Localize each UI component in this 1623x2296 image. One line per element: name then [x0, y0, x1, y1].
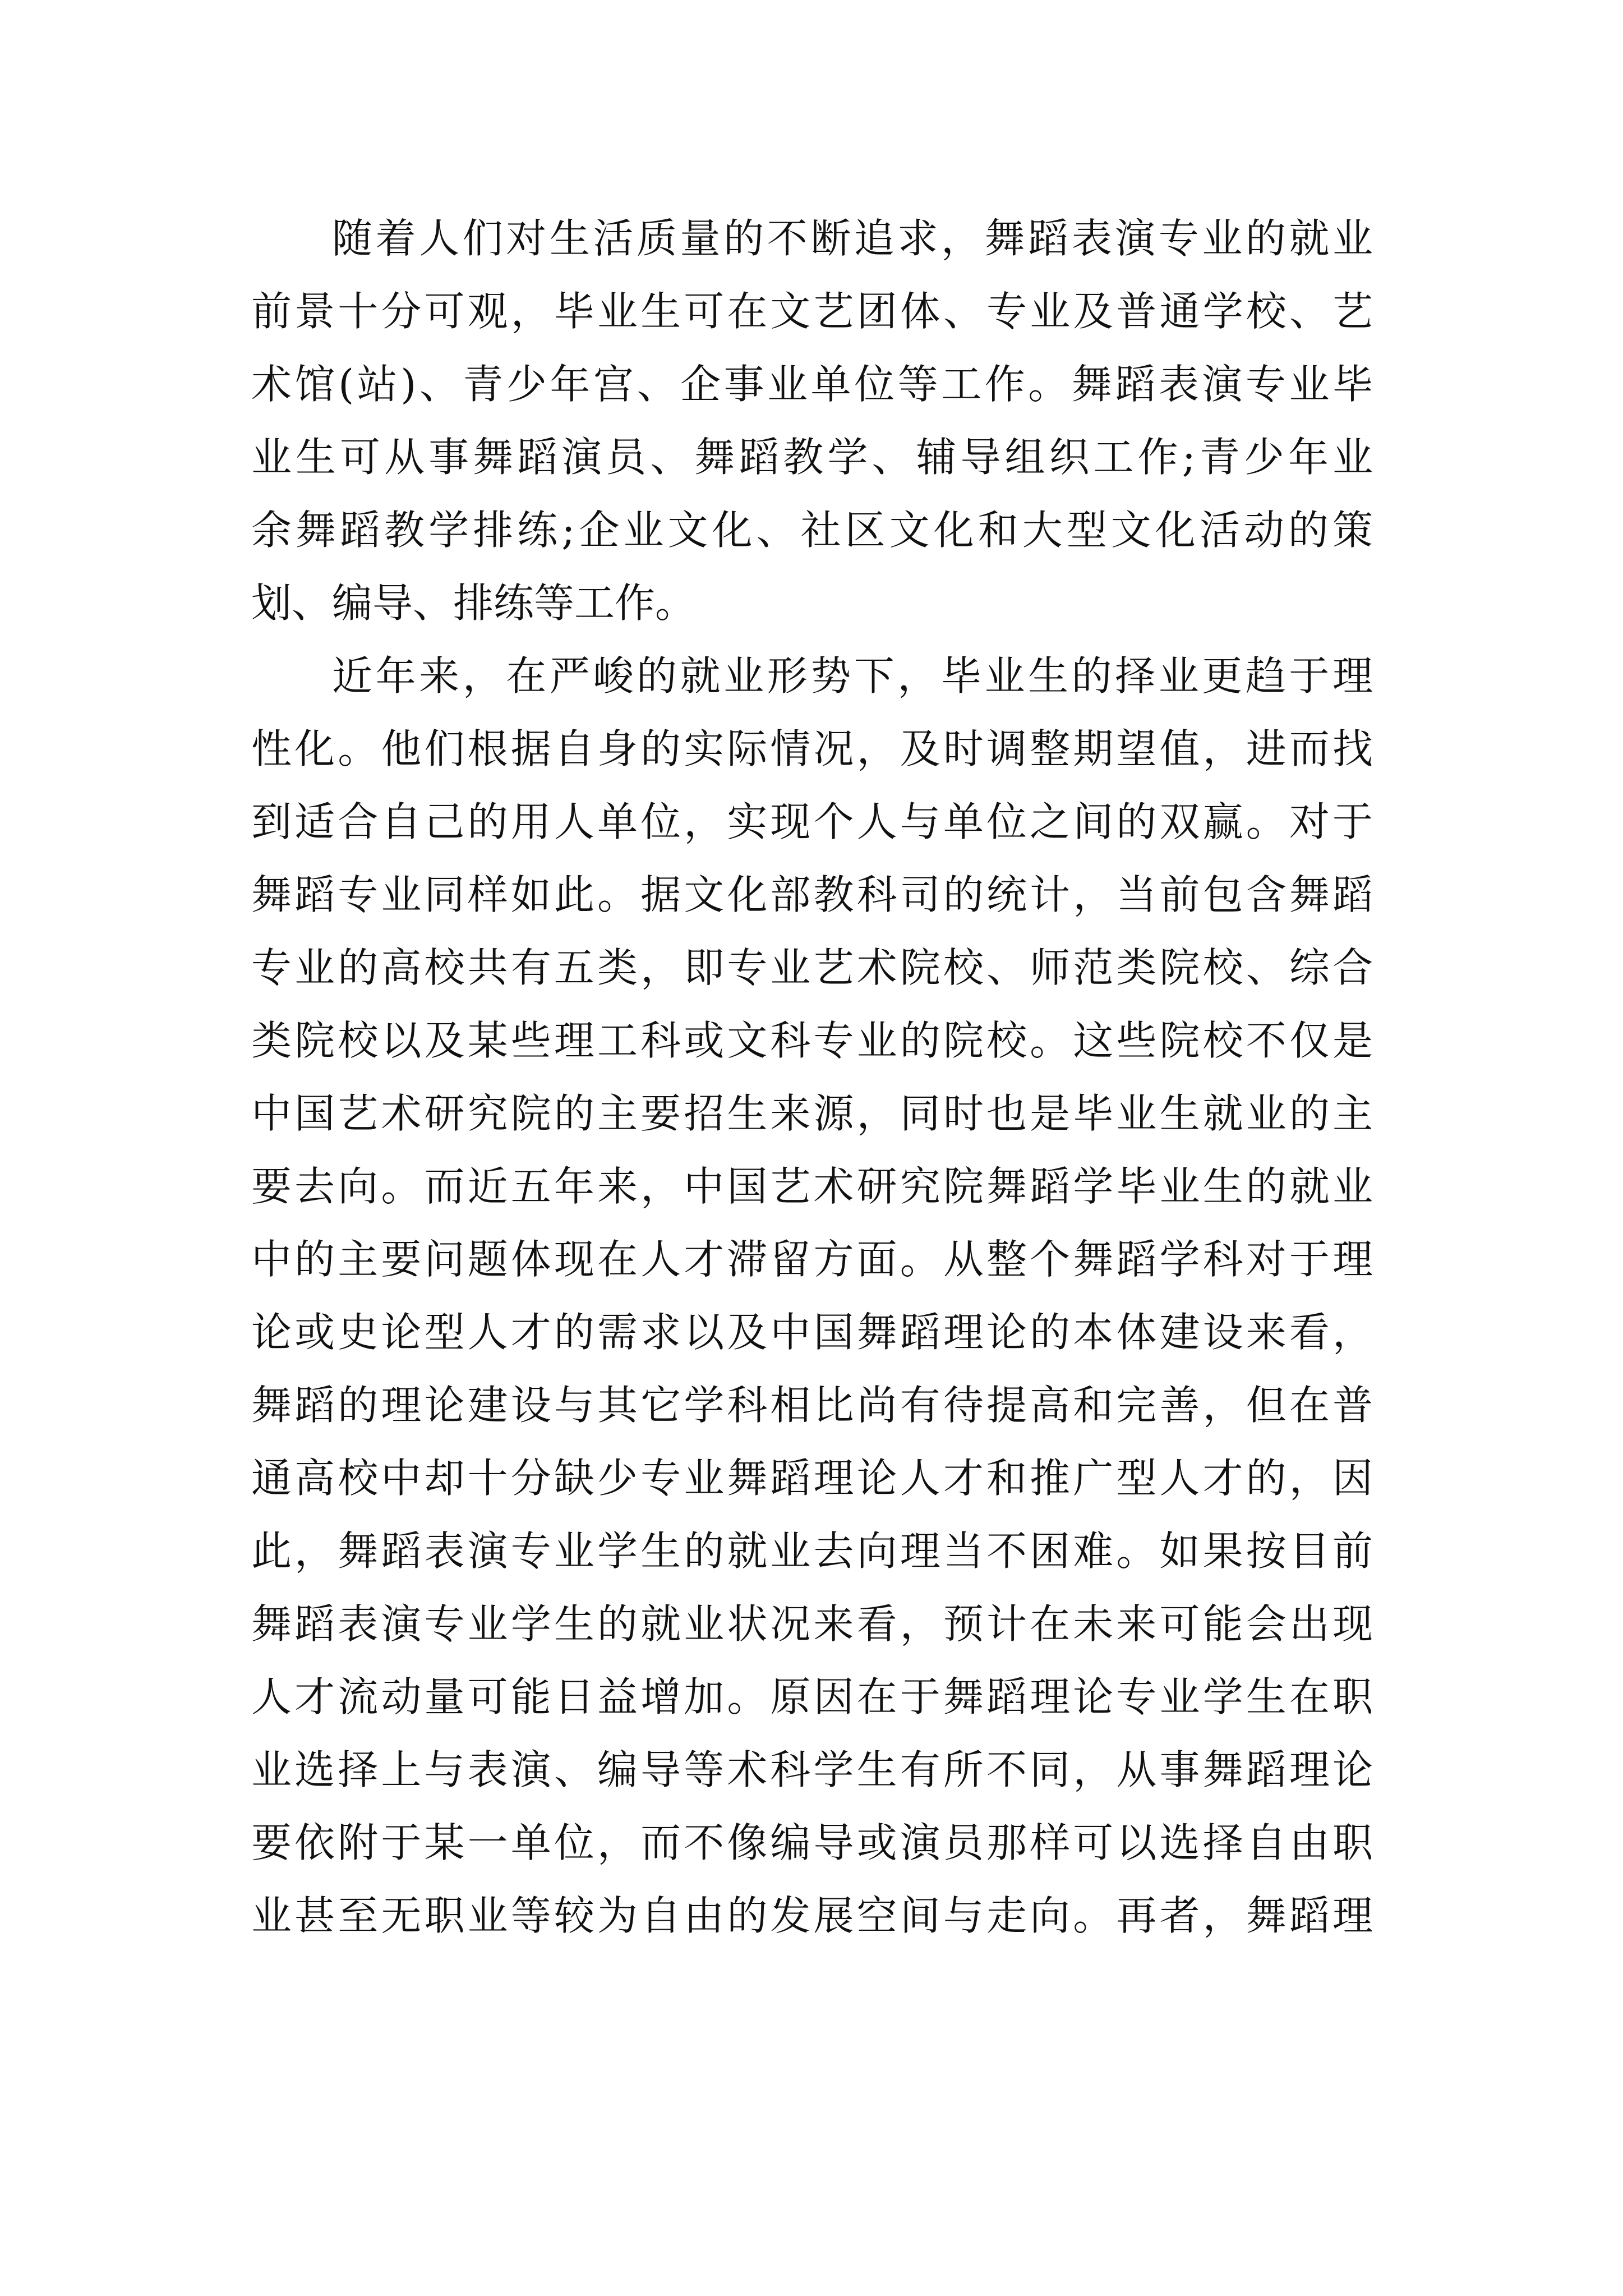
body-text	[251, 202, 1373, 1952]
text-line: 中国艺术研究院的主要招生来源，同时也是毕业生就业的主	[251, 1090, 1373, 1137]
text-line: 前景十分可观，毕业生可在文艺团体、专业及普通学校、艺	[251, 288, 1373, 335]
text-line: 类院校以及某些理工科或文科专业的院校。这些院校不仅是	[251, 1017, 1373, 1064]
text-line: 术馆(站)、青少年宫、企事业单位等工作。舞蹈表演专业毕	[251, 361, 1373, 408]
text-line: 专业的高校共有五类，即专业艺术院校、师范类院校、综合	[251, 944, 1373, 991]
text-line: 性化。他们根据自身的实际情况，及时调整期望值，进而找	[251, 725, 1373, 772]
text-line: 业选择上与表演、编导等术科学生有所不同，从事舞蹈理论	[251, 1746, 1373, 1793]
paragraph-1	[251, 202, 1373, 639]
paragraph-2	[251, 639, 1373, 1952]
text-line: 此，舞蹈表演专业学生的就业去向理当不困难。如果按目前	[251, 1527, 1373, 1575]
text-line: 论或史论型人才的需求以及中国舞蹈理论的本体建设来看，	[251, 1309, 1373, 1356]
text-line: 要去向。而近五年来，中国艺术研究院舞蹈学毕业生的就业	[251, 1163, 1373, 1210]
text-line: 要依附于某一单位，而不像编导或演员那样可以选择自由职	[251, 1819, 1373, 1866]
text-line: 余舞蹈教学排练;企业文化、社区文化和大型文化活动的策	[251, 507, 1373, 554]
text-line: 舞蹈专业同样如此。据文化部教科司的统计，当前包含舞蹈	[251, 871, 1373, 918]
text-line: 通高校中却十分缺少专业舞蹈理论人才和推广型人才的，因	[251, 1455, 1373, 1502]
text-line: 人才流动量可能日益增加。原因在于舞蹈理论专业学生在职	[251, 1673, 1373, 1720]
text-line: 中的主要问题体现在人才滞留方面。从整个舞蹈学科对于理	[251, 1236, 1373, 1283]
text-line: 划、编导、排练等工作。	[251, 579, 696, 627]
text-line: 舞蹈表演专业学生的就业状况来看，预计在未来可能会出现	[251, 1600, 1373, 1648]
text-line: 随着人们对生活质量的不断追求，舞蹈表演专业的就业	[332, 215, 1373, 262]
text-line: 舞蹈的理论建设与其它学科相比尚有待提高和完善，但在普	[251, 1382, 1373, 1429]
text-line: 业生可从事舞蹈演员、舞蹈教学、辅导组织工作;青少年业	[251, 434, 1373, 481]
text-line: 到适合自己的用人单位，实现个人与单位之间的双赢。对于	[251, 798, 1373, 845]
text-line: 近年来，在严峻的就业形势下，毕业生的择业更趋于理	[332, 652, 1373, 700]
text-line: 业甚至无职业等较为自由的发展空间与走向。再者，舞蹈理	[251, 1892, 1373, 1939]
